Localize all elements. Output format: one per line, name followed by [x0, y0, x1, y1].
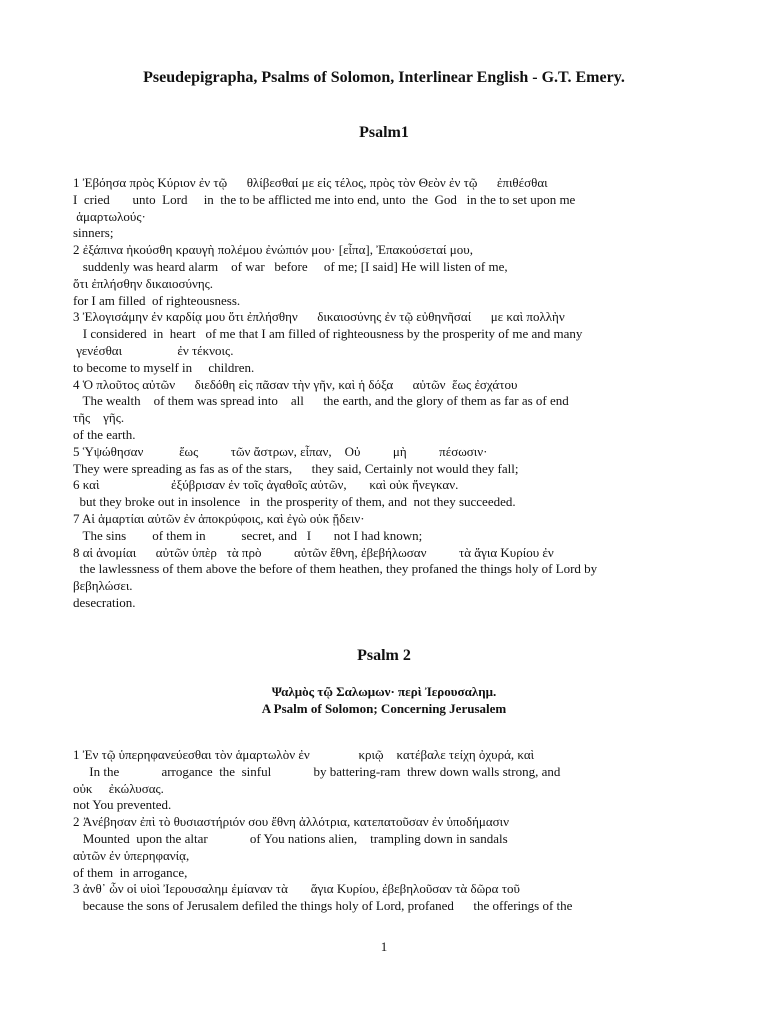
text-line: 1 Ἐν τῷ ὑπερηφανεύεσθαι τὸν ἁμαρτωλὸν ἐν κριῷ κατέβαλε τείχη ὀχυρά, καὶ: [73, 747, 535, 762]
text-line: 6 καὶ ἐξύβρισαν ἐν τοῖς ἀγαθοῖς αὐτῶν, καὶ οὐκ ἤνεγκαν.: [73, 477, 459, 493]
psalm2-greek-title: Ψαλμὸς τῷ Σαλωμων· περὶ Ἰερουσαλημ.: [271, 684, 497, 699]
text-line: γενέσθαι ἐν τέκνοις.: [73, 342, 234, 358]
text-line: I considered in heart of me that I am filled of righteousness by the prosperity of me and many: [73, 326, 583, 342]
text-line: for I am filled of righteousness.: [73, 292, 241, 308]
psalm2-english-title: A Psalm of Solomon; Concerning Jerusalem: [261, 701, 507, 716]
text-line: βεβηλώσει.: [73, 578, 133, 594]
text-line: 5 Ὑψώθησαν ἕως τῶν ἄστρων, εἶπαν, Οὐ μὴ πέσωσιν·: [73, 443, 488, 459]
text-line: The sins of them in secret, and I not I had known;: [73, 527, 423, 543]
psalm1-text: [73, 175, 703, 612]
text-line: the lawlessness of them above the before of them heathen, they profaned the things holy of Lord by: [73, 561, 598, 577]
text-line: ἁμαρτωλούς·: [73, 208, 146, 224]
text-line: not You prevented.: [73, 797, 172, 813]
text-line: Mounted upon the altar of You nations alien, trampling down in sandals: [73, 830, 508, 846]
text-line: 2 Ἀνέβησαν ἐπὶ τὸ θυσιαστήριόν σου ἔθνη ἀλλότρια, κατεπατοῦσαν ἐν ὑποδήμασιν: [73, 814, 510, 830]
text-line: of the earth.: [73, 426, 136, 442]
text-line: 3 Ἐλογισάμην ἐν καρδίᾳ μου ὅτι ἐπλήσθην δικαιοσύνης ἐν τῷ εὐθηνῆσαί με καὶ πολλὴν: [73, 309, 565, 325]
text-line: οὐκ ἐκώλυσας.: [73, 780, 164, 796]
text-line: sinners;: [73, 225, 114, 241]
text-line: 7 Αἱ ἁμαρτίαι αὐτῶν ἐν ἀποκρύφοις, καὶ ἐγὼ οὐκ ᾔδειν·: [73, 510, 365, 526]
text-line: αὐτῶν ἐν ὑπερηφανίᾳ,: [73, 847, 190, 863]
text-line: 1 Ἐβόησα πρὸς Κύριον ἐν τῷ θλίβεσθαί με εἰς τέλος, πρὸς τὸν Θεὸν ἐν τῷ ἐπιθέσθαι: [73, 175, 548, 190]
text-line: I cried unto Lord in the to be afflicted me into end, unto the God in the to set upon me: [73, 191, 576, 207]
text-line: 8 αἱ ἀνομίαι αὐτῶν ὑπὲρ τὰ πρὸ αὐτῶν ἔθνη, ἐβεβήλωσαν τὰ ἅγια Κυρίου ἐν: [73, 544, 554, 560]
page-number: 1: [380, 939, 388, 954]
psalm1-heading: Psalm1: [359, 124, 409, 141]
text-line: They were spreading as fas as of the stars, they said, Certainly not would they fall;: [73, 460, 519, 476]
text-line: of them in arrogance,: [73, 864, 188, 880]
text-line: ὅτι ἐπλήσθην δικαιοσύνης.: [73, 275, 214, 291]
psalm2-heading: Psalm 2: [357, 647, 411, 664]
text-line: desecration.: [73, 594, 136, 610]
text-line: but they broke out in insolence in the prosperity of them, and not they succeeded.: [73, 494, 516, 510]
text-line: τῆς γῆς.: [73, 410, 125, 426]
text-line: 2 ἐξάπινα ἠκούσθη κραυγὴ πολέμου ἐνώπιόν μου· [εἶπα], Ἐπακούσεταί μου,: [73, 242, 473, 258]
psalm2-text: [73, 747, 703, 915]
document-title: Pseudepigrapha, Psalms of Solomon, Interlinear English - G.T. Emery.: [143, 69, 625, 86]
text-line: The wealth of them was spread into all the earth, and the glory of them as far as of end: [73, 393, 569, 409]
text-line: 3 ἀνθ᾽ ὧν οἱ υἱοὶ Ἰερουσαλημ ἐμίαναν τὰ ἅγια Κυρίου, ἐβεβηλοῦσαν τὰ δῶρα τοῦ: [73, 881, 520, 897]
text-line: In the arrogance the sinful by battering-ram threw down walls strong, and: [73, 763, 561, 779]
text-line: because the sons of Jerusalem defiled the things holy of Lord, profaned the offerings of the: [73, 898, 573, 914]
text-line: suddenly was heard alarm of war before of me; [I said] He will listen of me,: [73, 258, 508, 274]
text-line: to become to myself in children.: [73, 359, 255, 375]
text-line: 4 Ὁ πλοῦτος αὐτῶν διεδόθη εἰς πᾶσαν τὴν γῆν, καὶ ἡ δόξα αὐτῶν ἕως ἐσχάτου: [73, 376, 518, 392]
